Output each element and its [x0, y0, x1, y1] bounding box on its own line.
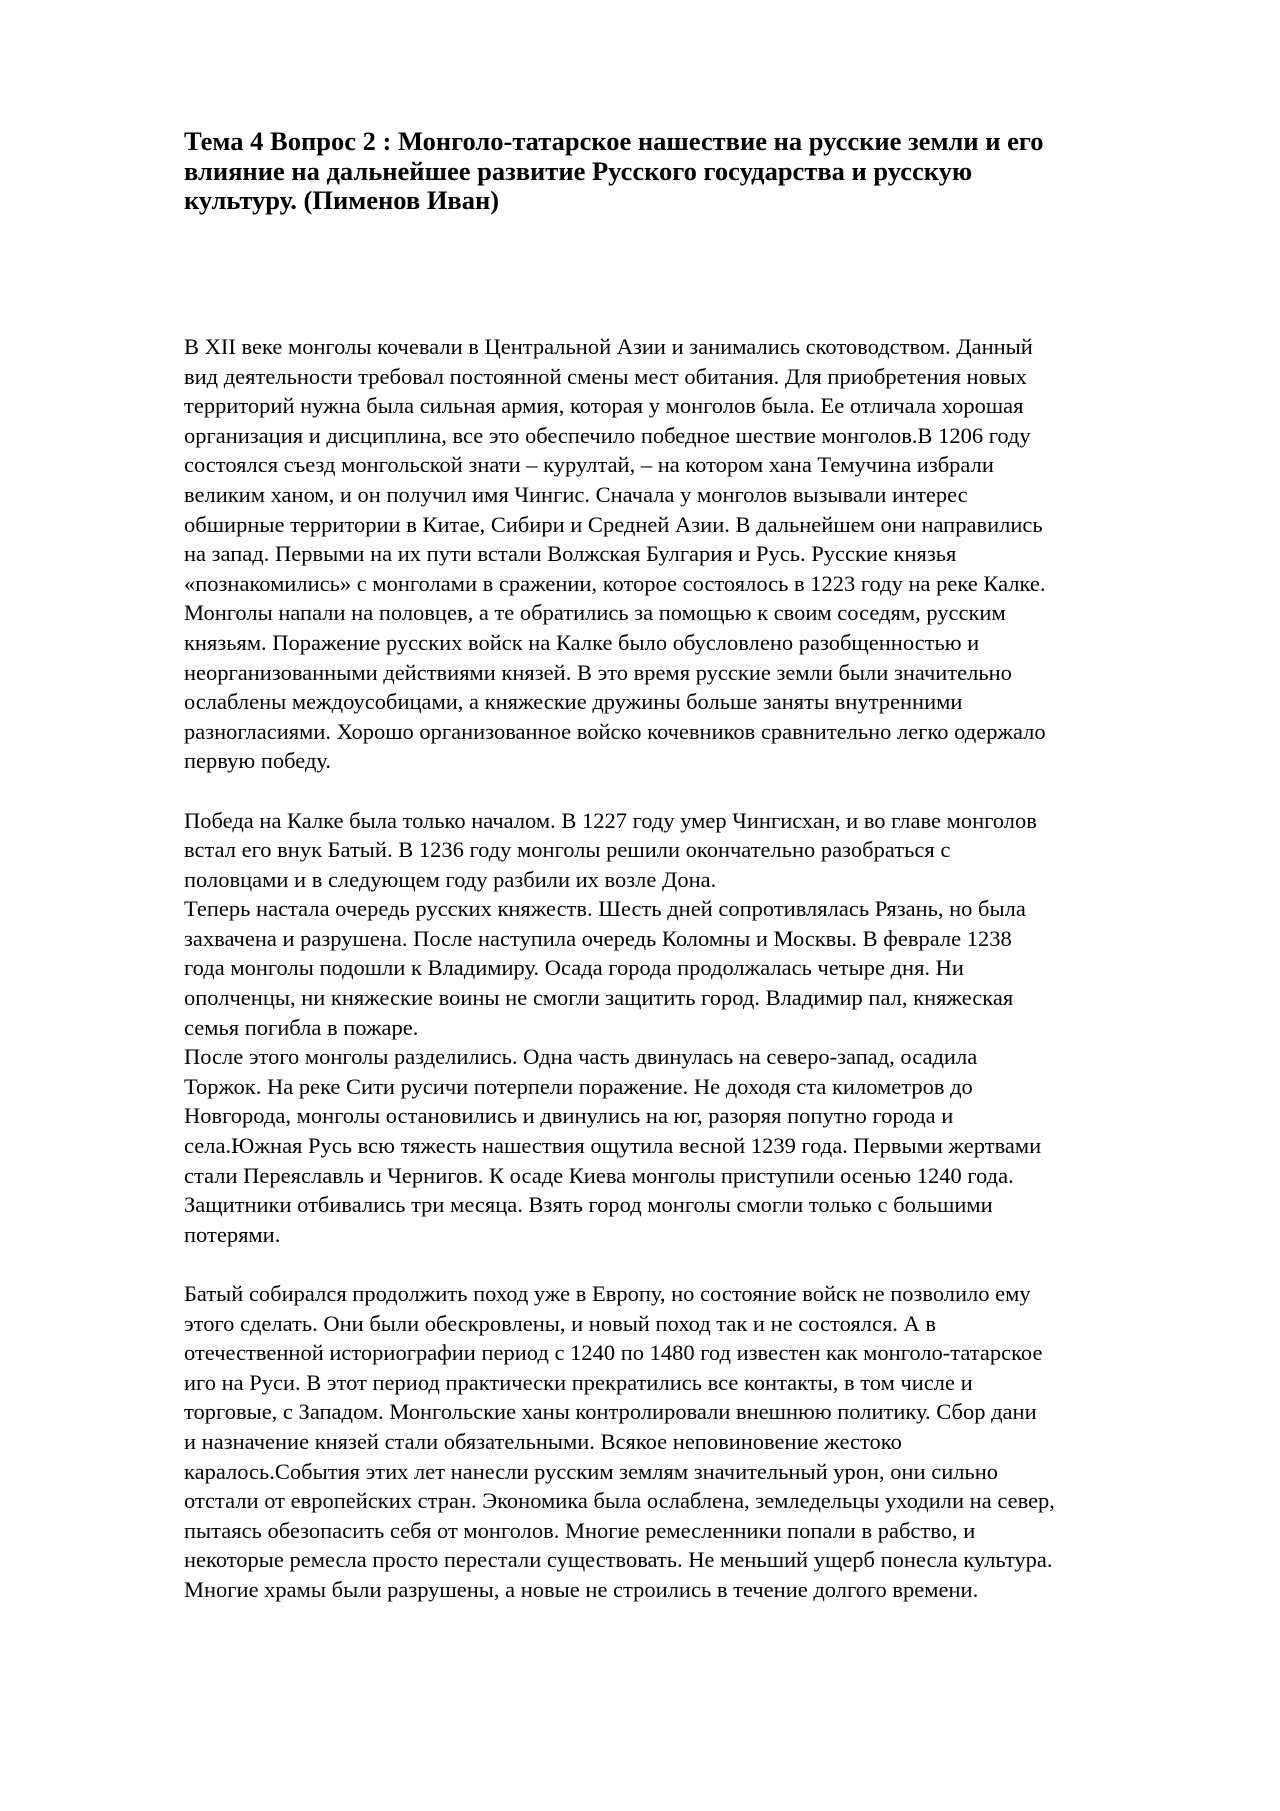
text-line: территорий нужна была сильная армия, которая у монголов была. Ее отличала хорошая — [184, 393, 1024, 419]
text-line: После этого монголы разделились. Одна часть двинулась на северо-запад, осадила — [184, 1044, 978, 1070]
text-line: каралось.События этих лет нанесли русским землям значительный урон, они сильно — [184, 1458, 999, 1484]
text-line: В XII веке монголы кочевали в Центральной Азии и занимались скотоводством. Данный — [184, 334, 1033, 359]
text-line: Защитники отбивались три месяца. Взять город монголы смогли только с большими — [184, 1192, 993, 1218]
text-line: Победа на Калке была только началом. В 1227 году умер Чингисхан, и во главе монголов — [184, 807, 1037, 833]
text-line: Торжок. На реке Сити русичи потерпели поражение. Не доходя ста километров до — [184, 1073, 973, 1099]
text-line: села.Южная Русь всю тяжесть нашествия ощутила весной 1239 года. Первыми жертвами — [184, 1133, 1042, 1159]
text-line: захвачена и разрушена. После наступила очередь Коломны и Москвы. В феврале 1238 — [184, 925, 1012, 951]
text-line: неорганизованными действиями князей. В это время русские земли были значительно — [184, 659, 1012, 685]
paragraph — [184, 332, 1194, 776]
text-line: этого сделать. Они были обескровлены, и новый поход так и не состоялся. А в — [184, 1310, 937, 1336]
text-line: обширные территории в Китае, Сибири и Средней Азии. В дальнейшем они направились — [184, 511, 1043, 537]
text-line: ослаблены междоусобицами, а княжеские дружины больше заняты внутренними — [184, 689, 963, 715]
text-line: организация и дисциплина, все это обеспечило победное шествие монголов.В 1206 году — [184, 422, 1031, 448]
text-line: на запад. Первыми на их пути встали Волжская Булгария и Русь. Русские князья — [184, 541, 957, 567]
paragraph — [184, 894, 1194, 1042]
text-line: года монголы подошли к Владимиру. Осада города продолжалась четыре дня. Ни — [184, 955, 964, 981]
document-body — [184, 332, 1194, 1605]
paragraph — [184, 1042, 1194, 1249]
text-line: состоялся съезд монгольской знати – курултай, – на котором хана Темучина избрали — [184, 452, 994, 478]
page-title — [184, 123, 1184, 216]
text-line: ополченцы, ни княжеские воины не смогли защитить город. Владимир пал, княжеская — [184, 985, 1014, 1011]
text-line: отечественной историографии период с 1240 по 1480 год известен как монголо-татарское — [184, 1340, 1043, 1366]
title-line: Тема 4 Вопрос 2 : Монголо-татарское нашествие на русские земли и его — [184, 126, 1044, 156]
text-line: и назначение князей стали обязательными. Всякое неповиновение жестоко — [184, 1428, 902, 1454]
text-line: Монголы напали на половцев, а те обратились за помощью к своим соседям, русским — [184, 600, 1006, 626]
text-line: Теперь настала очередь русских княжеств. Шесть дней сопротивлялась Рязань, но была — [184, 896, 1026, 922]
text-line: первую победу. — [184, 748, 332, 774]
text-line: Новгорода, монголы остановились и двинулись на юг, разоряя попутно города и — [184, 1103, 954, 1129]
text-line: вид деятельности требовал постоянной смены мест обитания. Для приобретения новых — [184, 363, 1027, 389]
paragraph — [184, 1279, 1194, 1605]
title-line: культуру. (Пименов Иван) — [184, 185, 500, 216]
text-line: Батый собирался продолжить поход уже в Европу, но состояние войск не позволило ему — [184, 1281, 1031, 1306]
paragraph-gap — [184, 1249, 1194, 1279]
text-line: разногласиями. Хорошо организованное войско кочевников сравнительно легко одержало — [184, 718, 1046, 744]
text-line: «познакомились» с монголами в сражении, которое состоялось в 1223 году на реке Калке. — [184, 570, 1046, 596]
text-line: стали Переяславль и Чернигов. К осаде Киева монголы приступили осенью 1240 года. — [184, 1162, 1014, 1188]
text-line: отстали от европейских стран. Экономика была ослаблена, земледельцы уходили на север, — [184, 1488, 1055, 1514]
title-line: влияние на дальнейшее развитие Русского государства и русскую — [184, 155, 973, 186]
text-line: потерями. — [184, 1221, 281, 1247]
paragraph — [184, 806, 1194, 895]
text-line: Многие храмы были разрушены, а новые не строились в течение долгого времени. — [184, 1576, 979, 1602]
text-line: торговые, с Западом. Монгольские ханы контролировали внешнюю политику. Сбор дани — [184, 1399, 1037, 1425]
text-line: семья погибла в пожаре. — [184, 1014, 419, 1040]
text-line: иго на Руси. В этот период практически прекратились все контакты, в том числе и — [184, 1369, 973, 1395]
text-line: князьям. Поражение русских войск на Калке было обусловлено разобщенностью и — [184, 629, 980, 655]
text-line: встал его внук Батый. В 1236 году монголы решили окончательно разобраться с — [184, 837, 951, 863]
text-line: пытаясь обезопасить себя от монголов. Многие ремесленники попали в рабство, и — [184, 1517, 976, 1543]
text-line: половцами и в следующем году разбили их возле Дона. — [184, 866, 717, 892]
text-line: великим ханом, и он получил имя Чингис. Сначала у монголов вызывали интерес — [184, 481, 968, 507]
text-line: некоторые ремесла просто перестали существовать. Не меньший ущерб понесла культура. — [184, 1547, 1053, 1573]
paragraph-gap — [184, 776, 1194, 806]
